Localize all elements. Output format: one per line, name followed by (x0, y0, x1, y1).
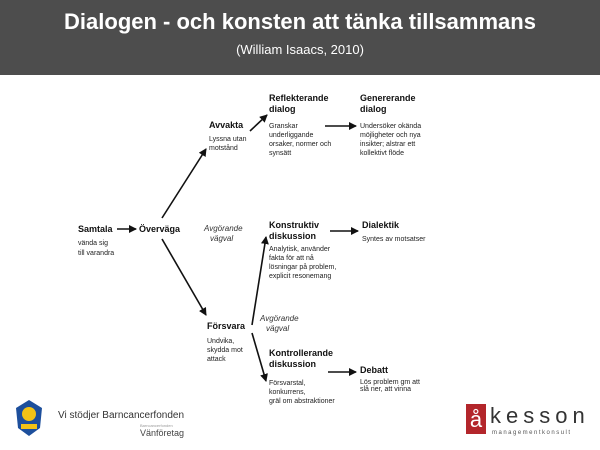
node-genererande-desc: kollektivt flöde (360, 150, 404, 157)
node-genererande-title: dialog (360, 104, 387, 114)
akesson-logo-subtitle: managementkonsult (492, 430, 572, 436)
node-forsvara-desc: attack (207, 356, 226, 363)
slide-header (0, 0, 600, 75)
node-konstruktiv-title: Konstruktiv (269, 220, 320, 230)
slide-subtitle: (William Isaacs, 2010) (236, 42, 364, 57)
node-konstruktiv-desc: Analytisk, använder (269, 246, 331, 253)
arrow-overvaga-avvakta (162, 149, 206, 218)
node-genererande-desc: möjligheter och nya (360, 132, 421, 139)
node-samtala-desc: vända sig (78, 240, 108, 247)
akesson-logo-letter: å (466, 404, 486, 434)
node-kontrollerande-title: diskussion (269, 359, 317, 369)
node-konstruktiv-desc: lösningar på problem, (269, 264, 337, 271)
node-genererande-title: Genererande (360, 93, 416, 103)
node-reflekterande-desc: orsaker, normer och (269, 141, 332, 148)
support-text: Vi stödjer Barncancerfonden (58, 410, 185, 421)
arrow-overvaga-forsvara (162, 239, 206, 315)
node-debatt-desc: slå ner, att vinna (360, 386, 411, 393)
arrow-forsvara-kontrollerande (252, 333, 266, 381)
node-avvakta-title: Avvakta (209, 120, 244, 130)
node-avvakta-desc: Lyssna utan (209, 136, 247, 143)
node-avvakta-desc: motstånd (209, 145, 238, 152)
node-reflekterande-desc: Granskar (269, 123, 298, 130)
node-forsvara-title: Försvara (207, 321, 246, 331)
slide-title: Dialogen - och konsten att tänka tillsammans (64, 9, 536, 34)
node-kontrollerande-desc: konkurrens, (269, 389, 306, 395)
node-reflekterande-desc: synsätt (269, 150, 292, 157)
node-samtala-title: Samtala (78, 224, 113, 234)
vagval-label: Avgörande (204, 224, 243, 233)
support-brand-text: Vänföretag (140, 428, 185, 438)
node-dialektik-desc: Syntes av motsatser (362, 236, 426, 243)
barncancerfonden-logo-icon (14, 398, 44, 438)
dialog-diagram (0, 75, 600, 395)
node-kontrollerande-desc: Försvarstal, (269, 380, 306, 387)
akesson-logo (466, 404, 592, 440)
support-small-text: Barncancerfonden (140, 423, 173, 428)
node-reflekterande-title: dialog (269, 104, 296, 114)
arrow-forsvara-konstruktiv (252, 237, 266, 325)
vagval-label: vägval (210, 234, 234, 243)
node-debatt-title: Debatt (360, 365, 389, 375)
node-overvaga-title: Överväga (139, 224, 181, 234)
node-konstruktiv-desc: fakta för att nå (269, 255, 314, 262)
node-konstruktiv-desc: explicit resonemang (269, 273, 332, 280)
vagval-label: vägval (266, 324, 290, 333)
node-kontrollerande-desc-extra: gräl om abstraktioner (269, 398, 335, 405)
node-forsvara-desc: Undvika, (207, 338, 235, 345)
node-kontrollerande-title: Kontrollerande (269, 348, 334, 358)
node-reflekterande-desc: underliggande (269, 132, 314, 139)
vagval-label: Avgörande (260, 314, 299, 323)
node-debatt (360, 365, 420, 393)
node-debatt-desc: Lös problem gm att (360, 379, 420, 386)
node-genererande-desc: insikter; alstrar ett (360, 141, 416, 148)
arrow-avvakta-reflekterande (250, 115, 267, 131)
node-dialektik-title: Dialektik (362, 220, 400, 230)
node-genererande-desc: Undersöker okända (360, 123, 422, 130)
node-reflekterande-title: Reflekterande (269, 93, 329, 103)
barncancerfonden-badge (14, 398, 194, 442)
node-forsvara-desc: skydda mot (207, 347, 243, 354)
akesson-logo-text: kesson (490, 403, 590, 428)
node-samtala-desc: till varandra (78, 250, 115, 257)
node-konstruktiv-title: diskussion (269, 231, 317, 241)
